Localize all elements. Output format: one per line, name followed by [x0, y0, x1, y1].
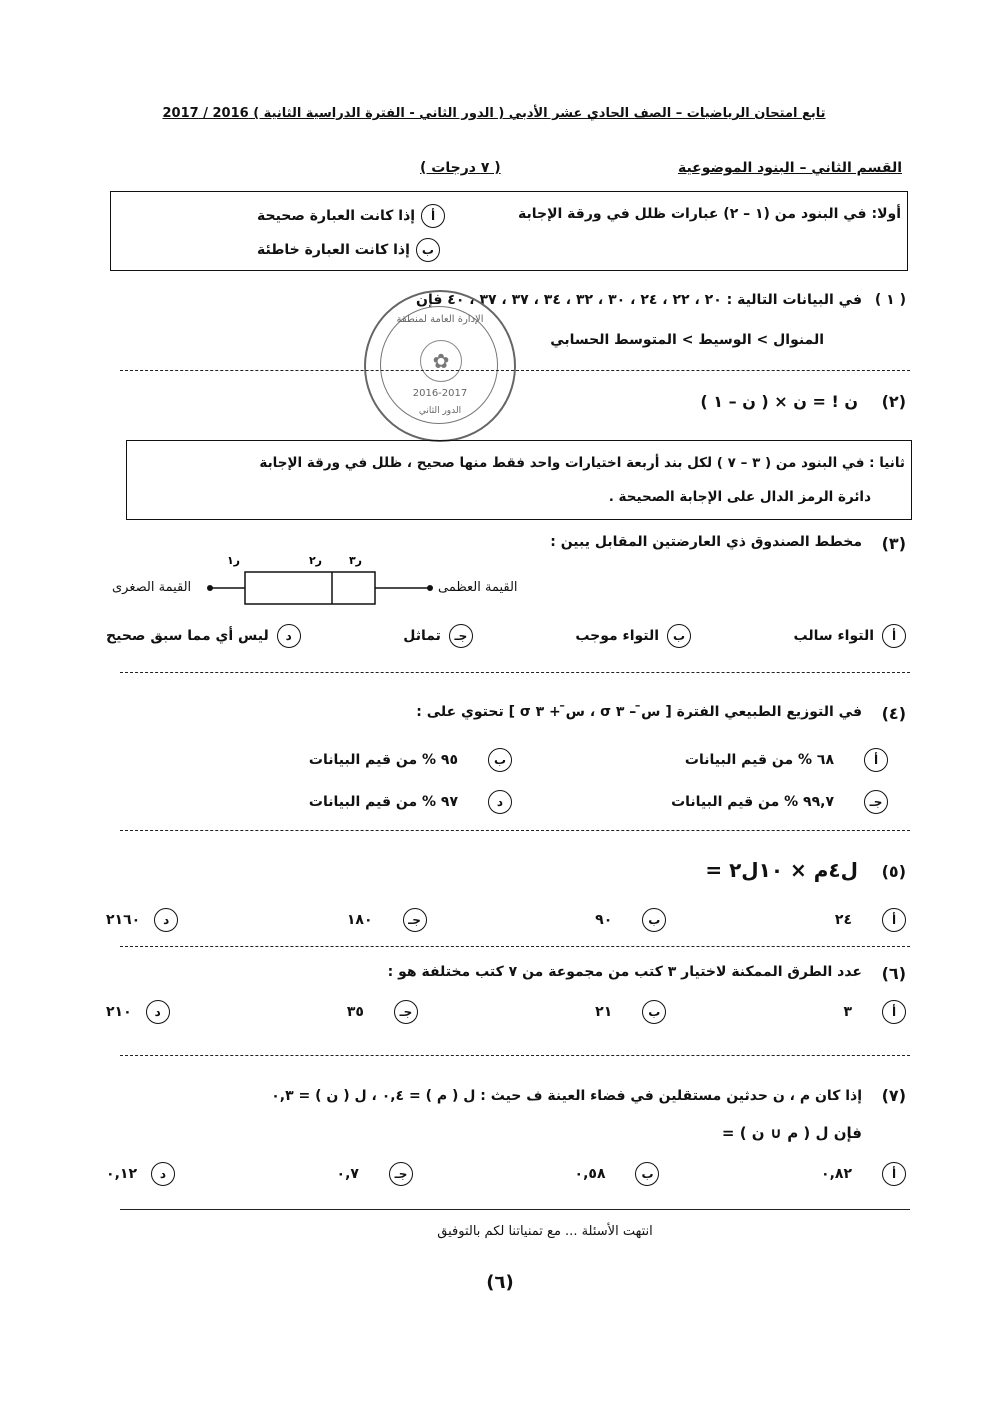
option-symbol: أ	[882, 908, 906, 932]
part1-instruction: أولا: في البنود من (١ – ٢) عبارات ظلل في ورقة الإجابة	[517, 206, 901, 222]
q3-option-d	[106, 624, 301, 648]
q4-option-d	[309, 790, 512, 814]
q5-option-a	[835, 908, 906, 932]
option-text: ٢١٦٠	[106, 912, 141, 928]
part1-box	[110, 191, 908, 271]
q5-option-b	[595, 908, 666, 932]
q7-text2: فإن ل ( م ∪ ن ) =	[721, 1124, 862, 1142]
q5-option-d	[106, 908, 178, 932]
box-plot-max-label: القيمة العظمى	[438, 580, 518, 595]
q4-option-a	[685, 748, 888, 772]
option-symbol: د	[488, 790, 512, 814]
q4-text: في التوزيع الطبيعي الفترة [ س̄ – ٣ σ ، س̄ + ٣ σ ] تحتوي على :	[416, 704, 862, 720]
false-symbol-circle: ب	[416, 238, 440, 262]
option-symbol: أ	[882, 1162, 906, 1186]
option-symbol: جـ	[449, 624, 473, 648]
option-text: ٢١	[595, 1004, 613, 1020]
q2-statement: ن ! = ن × ( ن – ١ )	[700, 392, 858, 411]
q6-option-d	[106, 1000, 170, 1024]
box-plot-min-dot	[207, 585, 213, 591]
option-symbol: جـ	[394, 1000, 418, 1024]
option-text: ٢١٠	[106, 1004, 132, 1020]
box-plot-box	[245, 572, 375, 604]
q4-option-c	[671, 790, 888, 814]
option-text: ١٨٠	[346, 912, 373, 928]
part1-false-row	[257, 238, 440, 262]
option-text: ليس أي مما سبق صحيح	[106, 628, 269, 644]
box-plot-q2-label: ر٢	[308, 554, 322, 567]
stamp-emblem-icon: ✿	[420, 340, 462, 382]
exam-header: تابع امتحان الرياضيات – الصف الحادي عشر الأدبي ( الدور الثاني - الفترة الدراسية الثانية ) 2016 / 2017	[162, 106, 826, 121]
q6-option-c	[347, 1000, 418, 1024]
option-text: ٠,٧	[336, 1166, 359, 1182]
q2-number: (٢)	[881, 392, 906, 411]
divider-3	[120, 830, 910, 831]
false-label: إذا كانت العبارة خاطئة	[257, 242, 410, 258]
divider-6	[120, 1209, 910, 1210]
option-symbol: د	[154, 908, 178, 932]
option-symbol: ب	[635, 1162, 659, 1186]
q6-options	[106, 1000, 906, 1024]
option-symbol: جـ	[864, 790, 888, 814]
option-symbol: أ	[882, 624, 906, 648]
stamp-text-bottom: الدور الثاني	[418, 406, 462, 416]
option-text: ٣٥	[346, 1004, 364, 1020]
q5-expression: ل٤م × ١٠ل٢ =	[705, 858, 858, 882]
option-text: ٠,١٢	[106, 1166, 137, 1182]
q1-number: ( ١ )	[874, 292, 906, 308]
divider-1	[120, 370, 910, 371]
option-text: ٣	[843, 1004, 852, 1020]
option-text: التواء سالب	[793, 628, 874, 644]
q4-number: (٤)	[881, 704, 906, 723]
q7-option-b	[575, 1162, 660, 1186]
section-marks: ( ٧ درجات )	[420, 160, 501, 176]
option-text: ٠,٥٨	[574, 1166, 606, 1182]
option-symbol: جـ	[403, 908, 427, 932]
q6-number: (٦)	[881, 964, 906, 983]
option-text: ٩٧ % من قيم البيانات	[308, 794, 458, 810]
part2-instruction-line1: ثانيا : في البنود من ( ٣ – ٧ ) لكل بند أربعة اختيارات واحد فقط منها صحيح ، ظلل في ورقة الإجابة	[259, 455, 905, 471]
option-symbol: ب	[667, 624, 691, 648]
q3-options	[106, 624, 906, 648]
q7-text: إذا كان م ، ن حدثين مستقلين في فضاء العينة ف حيث : ل ( م ) = ٠,٤ ، ل ( ن ) = ٠,٣	[271, 1088, 862, 1104]
box-plot-max-dot	[427, 585, 433, 591]
option-text: التواء موجب	[575, 628, 660, 644]
q7-option-a	[821, 1162, 906, 1186]
option-text: ٢٤	[834, 912, 852, 928]
q7-option-d	[106, 1162, 175, 1186]
box-plot-min-label: القيمة الصغرى	[112, 580, 192, 595]
official-stamp	[364, 290, 516, 442]
page-number: (٦)	[486, 1272, 514, 1293]
divider-2	[120, 672, 910, 673]
part1-true-row	[257, 204, 445, 228]
option-symbol: ب	[642, 908, 666, 932]
q1-text: في البيانات التالية : ٢٠ ، ٢٢ ، ٢٤ ، ٣٠ ، ٣٢ ، ٣٤ ، ٣٧ ، ٣٧ ، ٤٠ فإن	[416, 292, 862, 308]
option-text: ٠,٨٢	[821, 1166, 852, 1182]
option-symbol: ب	[488, 748, 512, 772]
q6-option-b	[595, 1000, 666, 1024]
q1-statement: المنوال > الوسيط > المتوسط الحسابي	[550, 332, 824, 348]
section-title: القسم الثاني – البنود الموضوعية	[677, 160, 902, 176]
divider-5	[120, 1055, 910, 1056]
box-plot-q3-label: ر٣	[348, 554, 362, 567]
box-plot-q1-label: ر١	[226, 554, 240, 567]
q3-number: (٣)	[881, 534, 906, 553]
q3-text: مخطط الصندوق ذي العارضتين المقابل يبين :	[550, 534, 862, 550]
q7-number: (٧)	[881, 1086, 906, 1105]
option-symbol: ب	[642, 1000, 666, 1024]
option-text: ٩٩,٧ % من قيم البيانات	[671, 794, 834, 810]
stamp-year: 2016-2017	[412, 388, 468, 399]
q5-number: (٥)	[881, 862, 906, 881]
option-symbol: د	[146, 1000, 170, 1024]
option-text: ٩٠	[595, 912, 613, 928]
true-label: إذا كانت العبارة صحيحة	[257, 208, 416, 224]
option-symbol: د	[277, 624, 301, 648]
option-symbol: أ	[864, 748, 888, 772]
option-symbol: أ	[882, 1000, 906, 1024]
q4-option-b	[309, 748, 512, 772]
option-text: تماثل	[403, 628, 441, 644]
q6-option-a	[843, 1000, 906, 1024]
option-text: ٦٨ % من قيم البيانات	[684, 752, 834, 768]
q5-option-c	[347, 908, 427, 932]
option-symbol: د	[151, 1162, 175, 1186]
q7-option-c	[337, 1162, 413, 1186]
q7-options	[106, 1162, 906, 1186]
closing-text: انتهت الأسئلة ... مع تمنياتنا لكم بالتوفيق	[437, 1224, 653, 1239]
stamp-text-top: الإدارة العامة لمنطقة	[396, 314, 484, 325]
q3-option-a	[794, 624, 906, 648]
q3-option-c	[403, 624, 473, 648]
true-symbol-circle: أ	[421, 204, 445, 228]
option-symbol: جـ	[389, 1162, 413, 1186]
q5-options	[106, 908, 906, 932]
divider-4	[120, 946, 910, 947]
part2-instruction-line2: دائرة الرمز الدال على الإجابة الصحيحة .	[608, 489, 871, 505]
option-text: ٩٥ % من قيم البيانات	[308, 752, 458, 768]
q6-text: عدد الطرق الممكنة لاختيار ٣ كتب من مجموعة من ٧ كتب مختلفة هو :	[387, 964, 862, 980]
q3-option-b	[575, 624, 691, 648]
part2-box	[126, 440, 912, 520]
